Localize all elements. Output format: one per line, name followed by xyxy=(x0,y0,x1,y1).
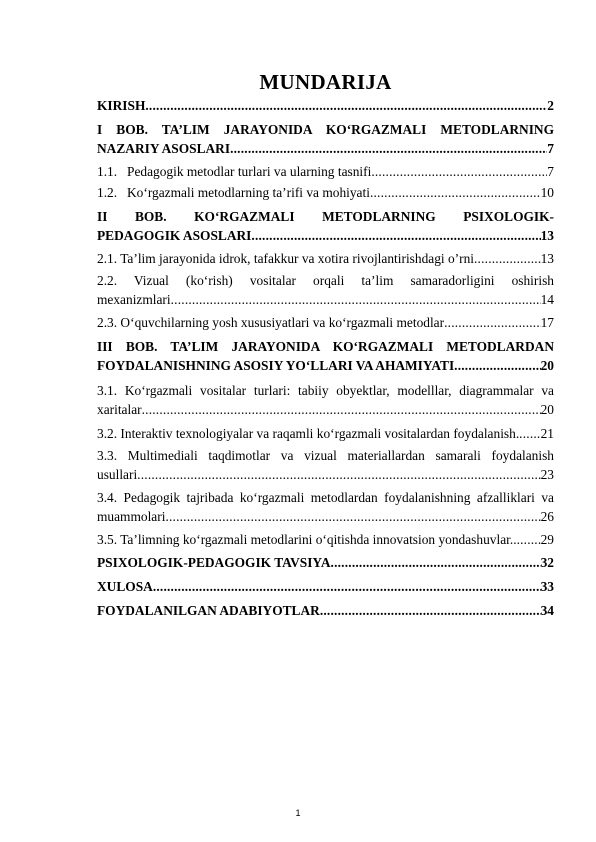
toc-page-number: 2 xyxy=(547,98,554,113)
toc-entry-1-2[interactable] xyxy=(97,183,554,202)
toc-entry-text: FOYDALANILGAN ADABIYOTLAR xyxy=(97,603,320,618)
toc-entry-text: xaritalar xyxy=(97,402,142,417)
toc-entry-line: II BOB. KO‘RGAZMALI METODLARNING PSIXOLOGIK- xyxy=(97,209,554,224)
toc-leader xyxy=(454,356,540,375)
toc-leader xyxy=(145,96,547,115)
toc-entry-3-3[interactable] xyxy=(97,446,554,484)
toc-entry-text: 3.5. Ta’limning ko‘rgazmali metodlarini o‘qitishda innovatsion yondashuvlar.. xyxy=(97,532,517,547)
toc-entry-text: mexanizmlari xyxy=(97,292,171,307)
toc-entry-line: 3.1. Ko‘rgazmali vositalar turlari: tabiiy obyektlar, modelllar, diagrammalar va xyxy=(97,383,554,398)
toc-entry-text: muammolari xyxy=(97,509,166,524)
toc-entry-text: NAZARIY ASOSLARI xyxy=(97,141,231,156)
toc-entry-text: 2.1. Ta’lim jarayonida idrok, tafakkur va xotira rivojlantirishdagi o’rni xyxy=(97,251,474,266)
toc-page-number: 7 xyxy=(547,164,554,179)
toc-page-number: 23 xyxy=(540,467,554,482)
toc-entry-line: III BOB. TA’LIM JARAYONIDA KO‘RGAZMALI METODLARDAN xyxy=(97,339,554,354)
toc-entry-text: XULOSA xyxy=(97,579,153,594)
toc-page-number: 7 xyxy=(547,141,554,156)
toc-leader xyxy=(142,400,541,419)
toc-section-number: 1.1. xyxy=(97,164,118,179)
toc-leader xyxy=(153,577,541,596)
toc-entry-text: Pedagogik metodlar turlari va ularning tasnifi xyxy=(127,164,372,179)
toc-page-number: 34 xyxy=(540,603,554,618)
toc-entry-line: I BOB. TA’LIM JARAYONIDA KO‘RGAZMALI METODLARNING xyxy=(97,122,554,137)
toc-page-number: 10 xyxy=(540,185,554,200)
page-number-footer: 1 xyxy=(295,808,301,818)
toc-entry-references[interactable] xyxy=(97,601,554,620)
toc-entry-3-2[interactable] xyxy=(97,424,554,443)
toc-entry-2-2[interactable] xyxy=(97,271,554,309)
toc-leader xyxy=(331,553,541,572)
toc-leader xyxy=(370,183,541,202)
toc-entry-text: PSIXOLOGIK-PEDAGOGIK TAVSIYA xyxy=(97,555,331,570)
toc-page-number: 13 xyxy=(540,228,554,243)
toc-entry-text: 3.2. Interaktiv texnologiyalar va raqamli ko‘rgazmali vositalardan foydalanish. xyxy=(97,426,520,441)
toc-page-number: 20 xyxy=(540,402,554,417)
toc-entry-text: FOYDALANISHNING ASOSIY YO‘LLARI VA AHAMIYATI xyxy=(97,358,455,373)
toc-leader xyxy=(251,226,540,245)
toc-leader xyxy=(519,424,540,443)
toc-entry-recommendation[interactable] xyxy=(97,553,554,572)
toc-section-number: 1.2. xyxy=(97,185,118,200)
toc-page-number: 20 xyxy=(540,358,554,373)
toc-entry-2-1[interactable] xyxy=(97,249,554,268)
toc-leader xyxy=(230,139,547,158)
toc-leader xyxy=(444,313,541,332)
toc-entry-text: usullari xyxy=(97,467,138,482)
toc-leader xyxy=(371,162,547,181)
toc-page-number: 33 xyxy=(540,579,554,594)
toc-page-number: 17 xyxy=(540,315,554,330)
toc-leader xyxy=(171,290,541,309)
toc-entry-conclusion[interactable] xyxy=(97,577,554,596)
toc-leader xyxy=(517,530,541,549)
toc-entry-line: 3.4. Pedagogik tajribada ko‘rgazmali metodlardan foydalanishning afzalliklari va xyxy=(97,490,554,505)
toc-page-number: 14 xyxy=(540,292,554,307)
toc-entry-3-1[interactable] xyxy=(97,381,554,419)
toc-entry-chapter-2[interactable] xyxy=(97,207,554,245)
toc-entry-text: 2.3. O‘quvchilarning yosh xususiyatlari va ko‘rgazmali metodlar xyxy=(97,315,445,330)
toc-entry-1-1[interactable] xyxy=(97,162,554,181)
toc-entry-line: 2.2. Vizual (ko‘rish) vositalar orqali ta’lim samaradorligini oshirish xyxy=(97,273,554,288)
toc-entry-2-3[interactable] xyxy=(97,313,554,332)
toc-leader xyxy=(137,465,540,484)
toc-entry-chapter-1[interactable] xyxy=(97,120,554,158)
toc-entry-3-4[interactable] xyxy=(97,488,554,526)
toc-entry-text: KIRISH xyxy=(97,98,146,113)
toc-entry-3-5[interactable] xyxy=(97,530,554,549)
toc-entry-text: PEDAGOGIK ASOSLARI xyxy=(97,228,252,243)
toc-entry-kirish[interactable] xyxy=(97,96,554,115)
toc-page-number: 13 xyxy=(540,251,554,266)
toc-leader xyxy=(320,601,541,620)
toc-page-number: 26 xyxy=(540,509,554,524)
toc-entry-text: Ko‘rgazmali metodlarning ta’rifi va mohiyati xyxy=(127,185,370,200)
toc-page-number: 32 xyxy=(540,555,554,570)
toc-entry-line: 3.3. Multimediali taqdimotlar va vizual materiallardan samarali foydalanish xyxy=(97,448,554,463)
toc-page-number: 29 xyxy=(540,532,554,547)
toc-entry-chapter-3[interactable] xyxy=(97,337,554,375)
page-title: MUNDARIJA xyxy=(259,70,392,94)
toc-leader xyxy=(165,507,540,526)
toc-page-number: 21 xyxy=(540,426,554,441)
toc-leader xyxy=(474,249,541,268)
